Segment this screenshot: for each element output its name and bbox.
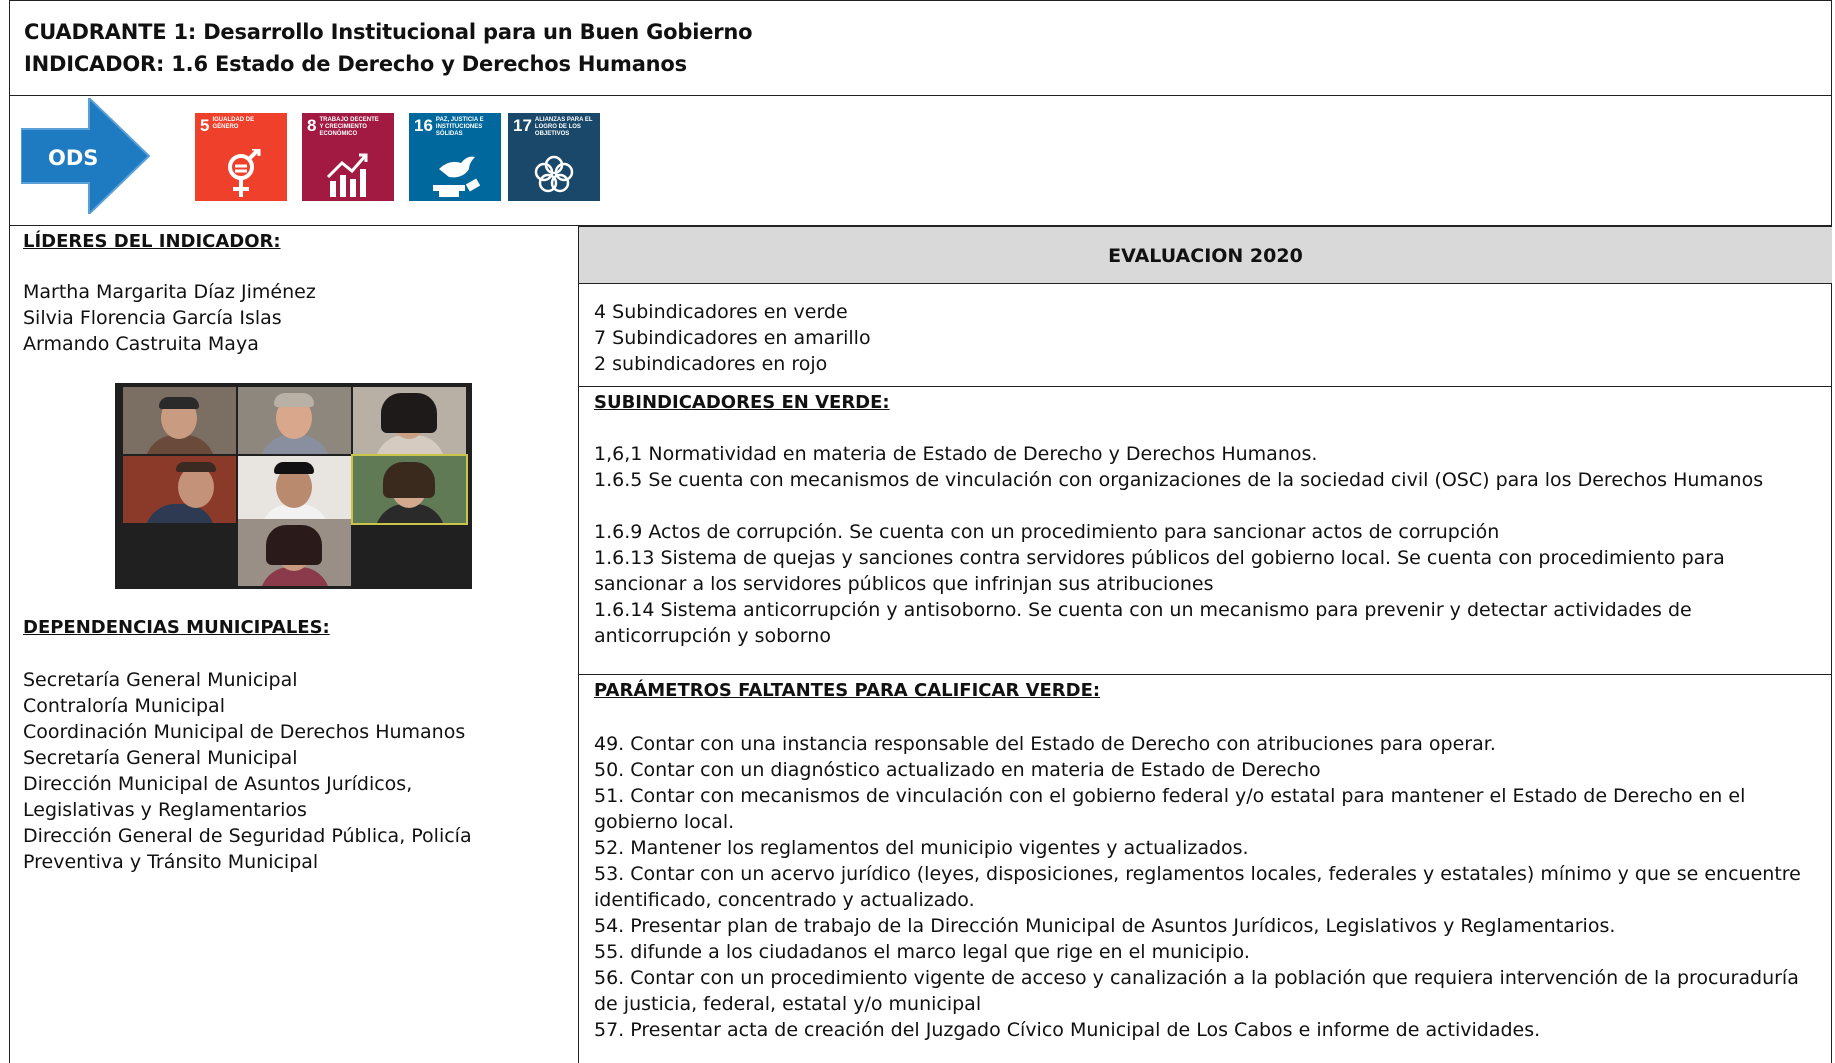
growth-chart-icon: [302, 149, 394, 201]
leader-name: Martha Margarita Díaz Jiménez: [23, 281, 316, 303]
missing-parameter: 53. Contar con un acervo jurídico (leyes, disposiciones, reglamentos locales, federales y estatales) mínimo y que se encuentre identificado, concentrado y actualizado.: [594, 863, 1801, 911]
participant-tile: [123, 387, 236, 454]
participant-tile: [123, 456, 236, 523]
dependency-item: Coordinación Municipal de Derechos Humanos: [23, 721, 466, 743]
missing-parameter: 50. Contar con un diagnóstico actualizado en materia de Estado de Derecho: [594, 759, 1321, 781]
evaluation-line: 2 subindicadores en rojo: [594, 353, 828, 375]
header-divider: [9, 95, 1832, 96]
sdg-number: 16: [414, 116, 433, 135]
dependency-item: Secretaría General Municipal: [23, 669, 298, 691]
flower-rings-icon: [508, 149, 600, 201]
missing-parameter: 54. Presentar plan de trabajo de la Dirección Municipal de Asuntos Jurídicos, Legislativos y Reglamentarios.: [594, 915, 1616, 937]
leader-name: Armando Castruita Maya: [23, 333, 259, 355]
participant-tile: [238, 387, 351, 454]
sdg-number: 17: [513, 116, 532, 135]
green-divider: [579, 674, 1832, 675]
sdg-name: PAZ, JUSTICIA E INSTITUCIONES SÓLIDAS: [435, 117, 484, 137]
dove-gavel-icon: [409, 149, 501, 201]
evaluation-line: 4 Subindicadores en verde: [594, 301, 848, 323]
sdg-8-tile: [302, 113, 394, 201]
indicator-title: INDICADOR: 1.6 Estado de Derecho y Derechos Humanos: [24, 52, 687, 76]
leader-name: Silvia Florencia García Islas: [23, 307, 282, 329]
dependency-item: Dirección Municipal de Asuntos Jurídicos,: [23, 773, 413, 795]
participant-tile: [238, 519, 351, 586]
participant-tile: [353, 387, 466, 454]
green-subindicator: 1,6,1 Normatividad en materia de Estado de Derecho y Derechos Humanos.: [594, 443, 1318, 465]
missing-parameter: 51. Contar con mecanismos de vinculación con el gobierno federal y/o estatal para mantener el Estado de Derecho en el gobierno local.: [594, 785, 1746, 833]
quadrant-title: CUADRANTE 1: Desarrollo Institucional para un Buen Gobierno: [24, 20, 753, 44]
missing-parameter: 49. Contar con una instancia responsable del Estado de Derecho con atribuciones para operar.: [594, 733, 1496, 755]
evaluation-line: 7 Subindicadores en amarillo: [594, 327, 871, 349]
sdg-17-tile: [508, 113, 600, 201]
missing-parameters-heading: PARÁMETROS FALTANTES PARA CALIFICAR VERDE:: [594, 680, 1101, 701]
video-call-photo: [115, 383, 472, 589]
dependency-item: Secretaría General Municipal: [23, 747, 298, 769]
missing-parameter: 57. Presentar acta de creación del Juzgado Cívico Municipal de Los Cabos e informe de actividades.: [594, 1019, 1541, 1041]
eval-divider: [579, 386, 1832, 387]
sdg-5-tile: [195, 113, 287, 201]
sdg-name: IGUALDAD DE GÉNERO: [212, 117, 255, 130]
missing-parameter: 52. Mantener los reglamentos del municipio vigentes y actualizados.: [594, 837, 1249, 859]
sdg-name: ALIANZAS PARA EL LOGRO DE LOS OBJETIVOS: [534, 117, 593, 137]
green-subindicator: 1.6.14 Sistema anticorrupción y antisoborno. Se cuenta con un mecanismo para prevenir y detectar actividades de anticorrupción y soborno: [594, 599, 1692, 647]
dependencies-heading: DEPENDENCIAS MUNICIPALES:: [23, 617, 330, 638]
green-subindicator: 1.6.5 Se cuenta con mecanismos de vinculación con organizaciones de la sociedad civil (OSC) para los Derechos Humanos: [594, 469, 1764, 491]
sdg-16-tile: [409, 113, 501, 201]
sdg-number: 8: [307, 116, 317, 135]
missing-parameter: 56. Contar con un procedimiento vigente de acceso y canalización a la población que requiera intervención de la procuraduría de justicia, federal, estatal y/o municipal: [594, 967, 1799, 1015]
participant-tile: [238, 456, 351, 523]
leaders-heading: LÍDERES DEL INDICADOR:: [23, 231, 281, 252]
ods-label: ODS: [48, 146, 99, 170]
evaluation-header: [579, 226, 1832, 284]
green-subindicator: 1.6.9 Actos de corrupción. Se cuenta con un procedimiento para sancionar actos de corrupción: [594, 521, 1500, 543]
green-subindicators-heading: SUBINDICADORES EN VERDE:: [594, 392, 890, 413]
dependency-item: Preventiva y Tránsito Municipal: [23, 851, 319, 873]
dependency-item: Dirección General de Seguridad Pública, Policía: [23, 825, 472, 847]
participant-tile: [353, 456, 466, 523]
missing-parameter: 55. difunde a los ciudadanos el marco legal que rige en el municipio.: [594, 941, 1250, 963]
column-divider: [578, 225, 579, 1063]
sdg-name: TRABAJO DECENTE Y CRECIMIENTO ECONÓMICO: [319, 117, 379, 137]
gender-equality-icon: [195, 149, 287, 201]
sdg-number: 5: [200, 116, 210, 135]
green-subindicator: 1.6.13 Sistema de quejas y sanciones contra servidores públicos del gobierno local. Se cuenta con procedimiento para sancionar a los servidores públicos que infrinjan sus atribuciones: [594, 547, 1725, 595]
dependency-item: Contraloría Municipal: [23, 695, 225, 717]
evaluation-title: EVALUACION 2020: [1108, 245, 1303, 267]
dependency-item: Legislativas y Reglamentarios: [23, 799, 307, 821]
